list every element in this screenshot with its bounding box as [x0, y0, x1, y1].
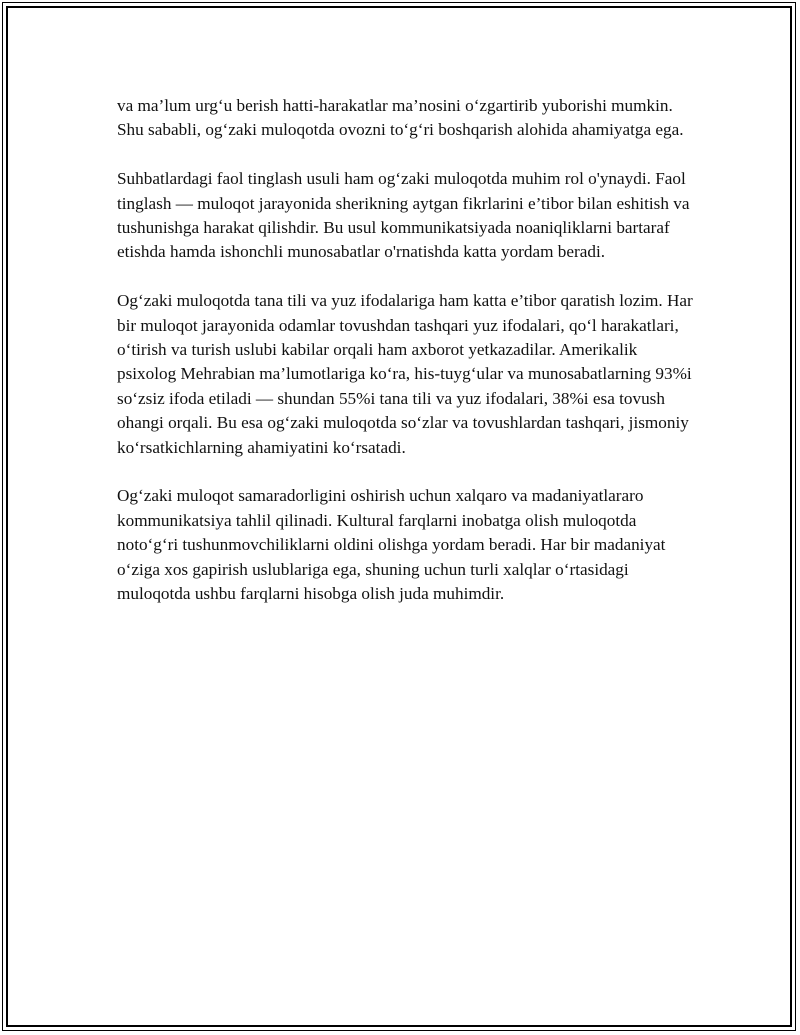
document-body	[117, 94, 697, 631]
paragraph-intercultural: Og‘zaki muloqot samaradorligini oshirish uchun xalqaro va madaniyatlararo kommunikatsiya tahlil qilinadi. Kultural farqlarni inobatga olish muloqotda noto‘g‘ri tushunmovchiliklarni oldini olishga yordam beradi. Har bir madaniyat o‘ziga xos gapirish uslublariga ega, shuning uchun turli xalqlar o‘rtasidagi muloqotda ushbu farqlarni hisobga olish juda muhimdir.	[117, 486, 666, 604]
paragraph-body-language: Og‘zaki muloqotda tana tili va yuz ifodalariga ham katta e’tibor qaratish lozim. Har bir muloqot jarayonida odamlar tovushdan tashqari yuz ifodalari, qo‘l harakatlari, o‘tirish va turish uslubi kabilar orqali ham axborot yetkazadilar. Amerikalik psixolog Mehrabian ma’lumotlariga ko‘ra, his-tuyg‘ular va munosabatlarning 93%i so‘zsiz ifoda etiladi — shundan 55%i tana tili va yuz ifodalari, 38%i esa tovush ohangi orqali. Bu esa og‘zaki muloqotda so‘zlar va tovushlardan tashqari, jismoniy ko‘rsatkichlarning ahamiyatini ko‘rsatadi.	[117, 291, 693, 457]
paragraph-active-listening: Suhbatlardagi faol tinglash usuli ham og‘zaki muloqotda muhim rol o'ynaydi. Faol tinglash — muloqot jarayonida sherikning aytgan fikrlarini e’tibor bilan eshitish va tushunishga harakat qilishdir. Bu usul kommunikatsiyada noaniqliklarni bartaraf etishda hamda ishonchli munosabatlar o'rnatishda katta yordam beradi.	[117, 169, 690, 262]
paragraph-voice-control: va ma’lum urg‘u berish hatti-harakatlar ma’nosini o‘zgartirib yuborishi mumkin. Shu sababli, og‘zaki muloqotda ovozni to‘g‘ri boshqarish alohida ahamiyatga ega.	[117, 96, 684, 140]
